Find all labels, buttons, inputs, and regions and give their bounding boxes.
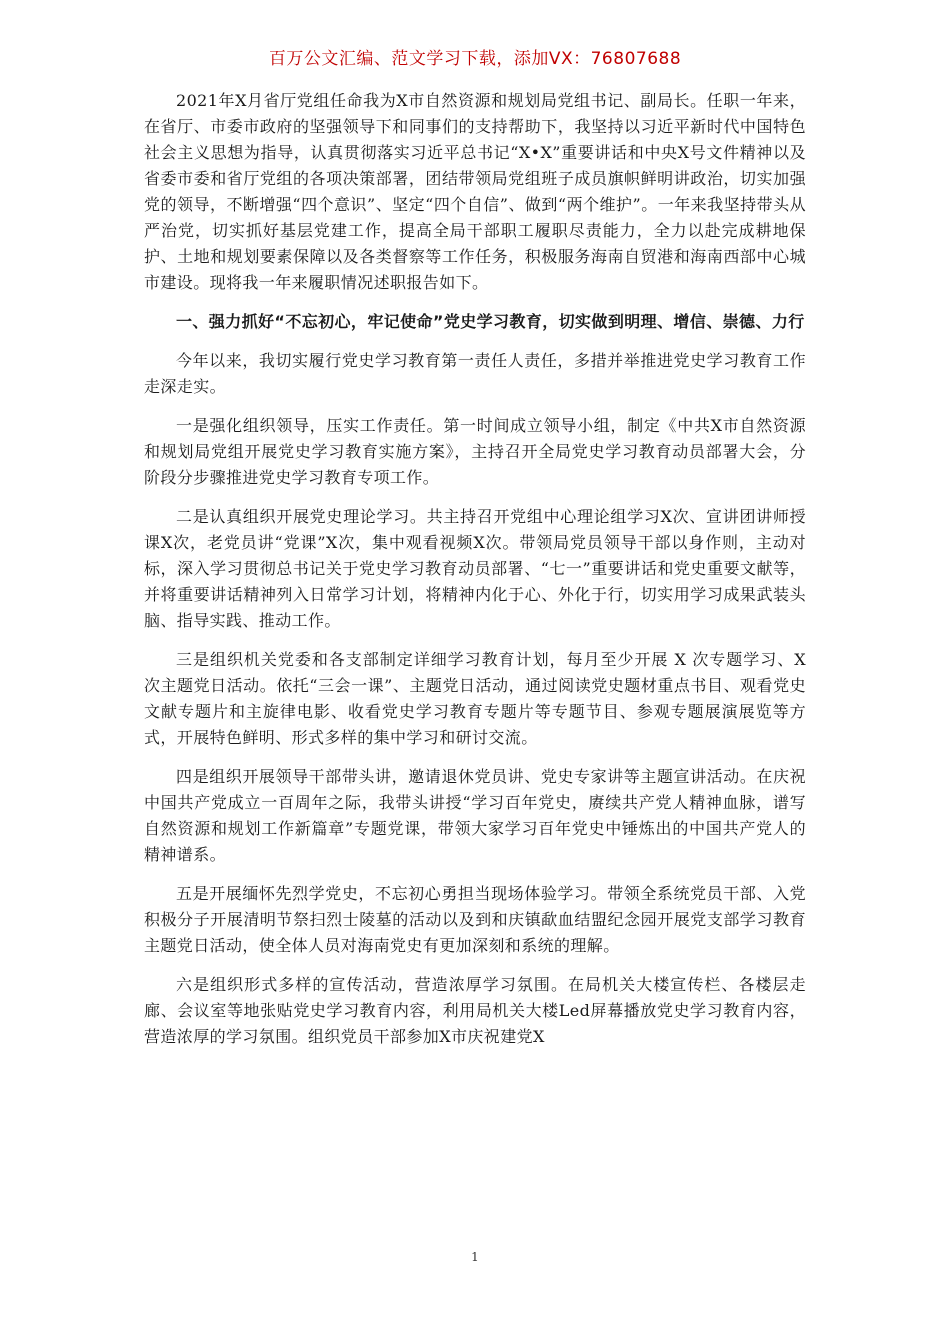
header-banner: 百万公文汇编、范文学习下载，添加VX：76807688 bbox=[268, 49, 682, 69]
paragraph-item-4: 四是组织开展领导干部带头讲，邀请退休党员讲、党史专家讲等主题宣讲活动。在庆祝中国共产党成立一百周年之际，我带头讲授“学习百年党史，赓续共产党人精神血脉，谱写自然资源和规划工作新篇章”专题党课，带领大家学习百年党史中锤炼出的中国共产党人的精神谱系。 bbox=[144, 767, 806, 864]
paragraph-item-5: 五是开展缅怀先烈学党史，不忘初心勇担当现场体验学习。带领全系统党员干部、入党积极分子开展清明节祭扫烈士陵墓的活动以及到和庆镇歃血结盟纪念园开展党支部学习教育主题党日活动，使全体人员对海南党史有更加深刻和系统的理解。 bbox=[144, 884, 806, 955]
page-number: 1 bbox=[471, 1250, 479, 1264]
section-heading: 一、强力抓好“不忘初心，牢记使命”党史学习教育，切实做到明理、增信、崇德、力行 bbox=[176, 312, 805, 331]
intro-paragraph: 2021年X月省厅党组任命我为X市自然资源和规划局党组书记、副局长。任职一年来，在省厅、市委市政府的坚强领导下和同事们的支持帮助下，我坚持以习近平新时代中国特色社会主义思想为指导，认真贯彻落实习近平总书记“X•X”重要讲话和中央X号文件精神以及省委市委和省厅党组的各项决策部署，团结带领局党组班子成员旗帜鲜明讲政治，切实加强党的领导，不断增强“四个意识”、坚定“四个自信”、做到“两个维护”。一年来我坚持带头从严治党，切实抓好基层党建工作，提高全局干部职工履职尽责能力，全力以赴完成耕地保护、土地和规划要素保障以及各类督察等工作任务，积极服务海南自贸港和海南西部中心城市建设。现将我一年来履职情况述职报告如下。 bbox=[144, 91, 806, 292]
paragraph-item-1: 一是强化组织领导，压实工作责任。第一时间成立领导小组，制定《中共X市自然资源和规划局党组开展党史学习教育实施方案》，主持召开全局党史学习教育动员部署大会，分阶段分步骤推进党史学习教育专项工作。 bbox=[144, 416, 806, 487]
section-intro-paragraph: 今年以来，我切实履行党史学习教育第一责任人责任，多措并举推进党史学习教育工作走深走实。 bbox=[144, 351, 806, 396]
document-body bbox=[144, 88, 806, 1063]
paragraph-item-3: 三是组织机关党委和各支部制定详细学习教育计划，每月至少开展 X 次专题学习、X 次主题党日活动。依托“三会一课”、主题党日活动，通过阅读党史题材重点书目、观看党史文献专题片和主旋律电影、收看党史学习教育专题片等专题节目、参观专题展演展览等方式，开展特色鲜明、形式多样的集中学习和研讨交流。 bbox=[144, 650, 806, 747]
paragraph-item-6: 六是组织形式多样的宣传活动，营造浓厚学习氛围。在局机关大楼宣传栏、各楼层走廊、会议室等地张贴党史学习教育内容，利用局机关大楼Led屏幕播放党史学习教育内容，营造浓厚的学习氛围。组织党员干部参加X市庆祝建党X bbox=[144, 975, 806, 1046]
paragraph-item-2: 二是认真组织开展党史理论学习。共主持召开党组中心理论组学习X次、宣讲团讲师授课X次，老党员讲“党课”X次，集中观看视频X次。带领局党员领导干部以身作则，主动对标，深入学习贯彻总书记关于党史学习教育动员部署、“七一”重要讲话和党史重要文献等，并将重要讲话精神列入日常学习计划，将精神内化于心、外化于行，切实用学习成果武装头脑、指导实践、推动工作。 bbox=[144, 507, 806, 630]
